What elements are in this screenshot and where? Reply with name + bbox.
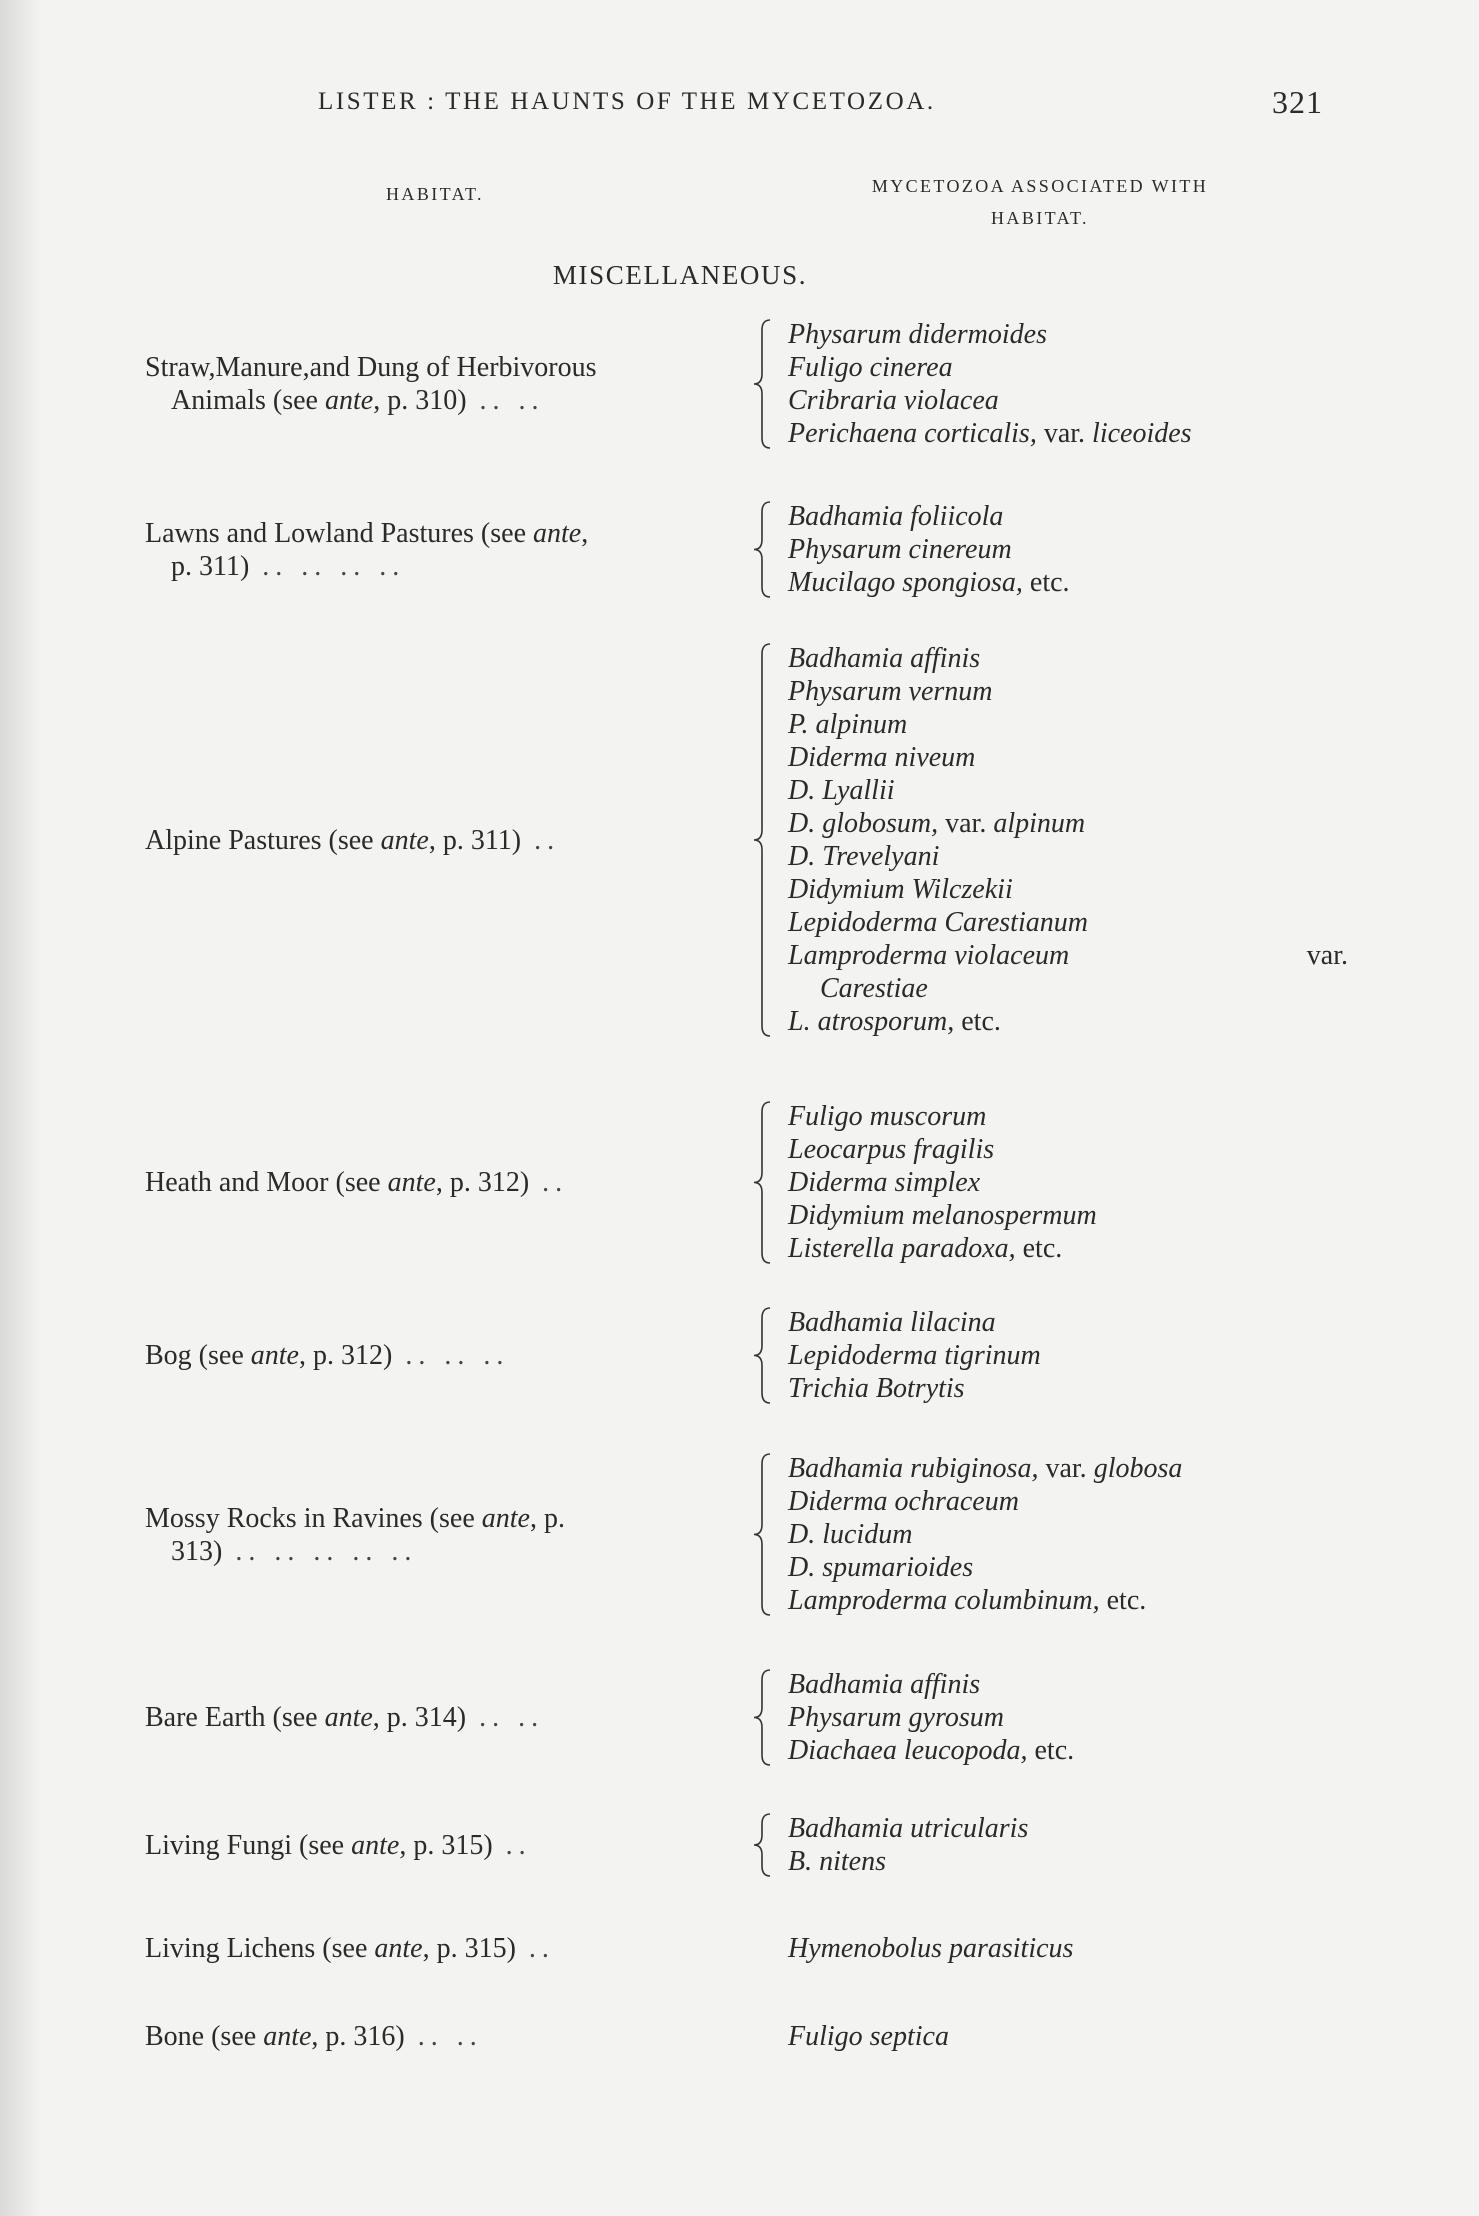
- etc-suffix: etc.: [1015, 1233, 1063, 1264]
- etc-suffix: etc.: [1099, 1585, 1147, 1616]
- species-binomial: B. nitens: [788, 1846, 886, 1877]
- species-binomial: Lepidoderma tigrinum: [788, 1340, 1041, 1371]
- species-name: [788, 1845, 1348, 1878]
- species-list: [788, 318, 1348, 450]
- variety-abbrev: var.: [1306, 940, 1348, 971]
- habitat-description: [145, 1166, 750, 1199]
- leader-dots: .. .. ..: [392, 1340, 510, 1371]
- habitat-description: [145, 1701, 750, 1734]
- species-binomial: Fuligo muscorum: [788, 1101, 987, 1132]
- species-binomial: Badhamia rubiginosa,: [788, 1453, 1039, 1484]
- species-binomial: Lamproderma columbinum,: [788, 1585, 1100, 1616]
- leader-dots: ..: [515, 1933, 555, 1964]
- habitat-ref-ante: ante: [481, 1502, 530, 1534]
- species-name: [788, 351, 1348, 384]
- species-binomial: D. lucidum: [788, 1519, 913, 1550]
- habitat-description: [145, 351, 750, 417]
- species-binomial: Diderma ochraceum: [788, 1486, 1019, 1517]
- species-binomial: Physarum cinereum: [788, 534, 1012, 565]
- species-binomial: P. alpinum: [788, 709, 908, 740]
- habitat-entry: [0, 1452, 1479, 1617]
- species-binomial: Badhamia affinis: [788, 1669, 981, 1700]
- species-binomial: Diachaea leucopoda,: [788, 1735, 1028, 1766]
- variety-abbrev: var.: [1036, 418, 1093, 449]
- habitat-line: Mossy Rocks in Ravines (see ante, p.: [145, 1502, 565, 1534]
- species-name: [788, 675, 1348, 708]
- species-name: [788, 1485, 1348, 1518]
- habitat-line: p. 311) .. .. .. ..: [171, 550, 406, 582]
- column-heading-habitat: HABITAT.: [386, 184, 484, 204]
- species-name: [788, 1812, 1348, 1845]
- habitat-ref-ante: ante: [324, 385, 374, 416]
- species-binomial: Physarum didermoides: [788, 319, 1047, 350]
- species-binomial: Badhamia foliicola: [788, 501, 1004, 532]
- habitat-ref-ante: ante: [263, 2021, 312, 2052]
- species-name: [788, 1133, 1348, 1166]
- species-binomial: Didymium melanospermum: [788, 1200, 1097, 1231]
- species-name: [788, 972, 1348, 1005]
- species-binomial: Fuligo septica: [788, 2021, 949, 2052]
- leader-dots: .. ..: [466, 1702, 545, 1733]
- species-name: [788, 566, 1348, 599]
- species-name: [788, 1199, 1348, 1232]
- species-binomial: D. globosum,: [788, 808, 939, 839]
- column-heading-mycetozoa: [760, 170, 1320, 234]
- habitat-ref-ante: ante: [533, 517, 582, 549]
- habitat-entry: [0, 1812, 1479, 1878]
- species-name: [788, 642, 1348, 675]
- etc-suffix: etc.: [1022, 567, 1070, 598]
- species-list: [788, 642, 1348, 1038]
- species-binomial: Perichaena corticalis,: [788, 418, 1037, 449]
- grouping-brace: [750, 318, 774, 450]
- habitat-entry: [0, 1100, 1479, 1265]
- species-binomial: Badhamia lilacina: [788, 1307, 996, 1338]
- species-name: [788, 906, 1348, 939]
- habitat-ref-ante: ante: [351, 1829, 400, 1861]
- species-binomial: Physarum vernum: [788, 676, 993, 707]
- species-binomial: Lepidoderma Carestianum: [788, 907, 1088, 938]
- habitat-ref-ante: ante: [250, 1340, 299, 1371]
- habitat-line: 313) .. .. .. .. ..: [171, 1535, 418, 1567]
- habitat-description: [145, 824, 750, 857]
- habitat-description: [145, 1829, 750, 1862]
- species-binomial: Badhamia affinis: [788, 643, 981, 674]
- species-name: [788, 1518, 1348, 1551]
- habitat-description: [145, 1339, 750, 1372]
- species-name: [788, 417, 1348, 450]
- species-list: [788, 1932, 1348, 1965]
- species-name: [788, 873, 1348, 906]
- species-name: [788, 1932, 1348, 1965]
- species-binomial: Trichia Botrytis: [788, 1373, 965, 1404]
- etc-suffix: etc.: [1027, 1735, 1075, 1766]
- species-binomial: D. spumarioides: [788, 1552, 974, 1583]
- column-heading-line: MYCETOZOA ASSOCIATED WITH: [871, 176, 1209, 196]
- habitat-ref-ante: ante: [380, 824, 429, 856]
- species-binomial: Hymenobolus parasiticus: [788, 1933, 1074, 1964]
- species-name: [788, 2020, 1348, 2053]
- grouping-brace: [750, 1668, 774, 1767]
- page-number: 321: [1272, 84, 1323, 120]
- etc-suffix: etc.: [954, 1006, 1001, 1037]
- species-name: [788, 708, 1348, 741]
- species-name: [788, 1452, 1348, 1485]
- species-binomial: Badhamia utricularis: [788, 1813, 1029, 1844]
- species-name: [788, 1232, 1348, 1265]
- grouping-brace: [750, 1452, 774, 1617]
- species-binomial: Fuligo cinerea: [788, 352, 953, 383]
- species-binomial: Mucilago spongiosa,: [788, 567, 1023, 598]
- habitat-line: Animals (see ante, p. 310) .. ..: [171, 385, 545, 416]
- species-binomial: L. atrosporum,: [788, 1006, 955, 1037]
- grouping-brace: [750, 500, 774, 599]
- running-title: LISTER : THE HAUNTS OF THE MYCETOZOA.: [318, 88, 936, 115]
- species-name: [788, 939, 1348, 972]
- grouping-brace: [750, 1812, 774, 1878]
- habitat-line: Bog (see ante, p. 312) .. .. ..: [145, 1340, 510, 1371]
- leader-dots: .. .. .. ..: [249, 550, 406, 582]
- leader-dots: ..: [492, 1829, 532, 1861]
- section-title: MISCELLANEOUS.: [552, 260, 808, 290]
- species-list: [788, 1452, 1348, 1617]
- variety-abbrev: var.: [1038, 1453, 1094, 1484]
- leader-dots: ..: [521, 824, 561, 856]
- species-binomial: Lamproderma violaceum: [788, 940, 1070, 971]
- species-list: [788, 1306, 1348, 1405]
- species-binomial: Listerella paradoxa,: [788, 1233, 1016, 1264]
- grouping-brace: [750, 1306, 774, 1405]
- species-name: [788, 1584, 1348, 1617]
- species-name: [788, 1005, 1348, 1038]
- species-name: [788, 1166, 1348, 1199]
- species-name: [788, 533, 1348, 566]
- habitat-line: Heath and Moor (see ante, p. 312) ..: [145, 1167, 569, 1198]
- habitat-entry: [0, 500, 1479, 599]
- variety-name: alpinum: [993, 808, 1086, 839]
- species-name: [788, 1551, 1348, 1584]
- habitat-line: Bone (see ante, p. 316) .. ..: [145, 2021, 483, 2052]
- species-list: [788, 2020, 1348, 2053]
- habitat-ref-ante: ante: [324, 1702, 373, 1733]
- species-name: [788, 1306, 1348, 1339]
- species-name: [788, 500, 1348, 533]
- species-name: [788, 1734, 1348, 1767]
- species-name: [788, 384, 1348, 417]
- habitat-description: [145, 1932, 750, 1965]
- species-binomial: D. Lyallii: [788, 775, 895, 806]
- species-list: [788, 1668, 1348, 1767]
- species-binomial: Carestiae: [820, 973, 928, 1004]
- habitat-ref-ante: ante: [387, 1167, 436, 1198]
- species-binomial: Physarum gyrosum: [788, 1702, 1004, 1733]
- species-list: [788, 1812, 1348, 1878]
- species-list: [788, 1100, 1348, 1265]
- column-heading-line: HABITAT.: [991, 208, 1089, 228]
- species-binomial: Diderma niveum: [788, 742, 976, 773]
- species-name: [788, 840, 1348, 873]
- habitat-line: Living Fungi (see ante, p. 315) ..: [145, 1829, 532, 1861]
- habitat-description: [145, 2020, 750, 2053]
- variety-name: globosa: [1093, 1453, 1183, 1484]
- habitat-entry: [0, 318, 1479, 450]
- species-name: [788, 1339, 1348, 1372]
- habitat-line: Straw,Manure,and Dung of Herbivorous: [145, 352, 597, 383]
- variety-abbrev: var.: [938, 808, 994, 839]
- species-binomial: Leocarpus fragilis: [788, 1134, 995, 1165]
- habitat-entry: [0, 1932, 1479, 1965]
- species-binomial: Didymium Wilczekii: [788, 874, 1013, 905]
- species-name: [788, 1668, 1348, 1701]
- grouping-brace: [750, 642, 774, 1038]
- habitat-description: [145, 1502, 750, 1568]
- species-name: [788, 774, 1348, 807]
- habitat-description: [145, 517, 750, 583]
- leader-dots: .. ..: [404, 2021, 483, 2052]
- species-binomial: Cribraria violacea: [788, 385, 999, 416]
- habitat-line: Bare Earth (see ante, p. 314) .. ..: [145, 1702, 545, 1733]
- leader-dots: ..: [529, 1167, 569, 1198]
- habitat-line: Living Lichens (see ante, p. 315) ..: [145, 1933, 555, 1964]
- species-name: [788, 1701, 1348, 1734]
- species-name: [788, 741, 1348, 774]
- species-binomial: D. Trevelyani: [788, 841, 940, 872]
- species-name: [788, 807, 1348, 840]
- habitat-entry: [0, 1668, 1479, 1767]
- habitat-line: Lawns and Lowland Pastures (see ante,: [145, 517, 589, 549]
- species-name: [788, 1372, 1348, 1405]
- species-name: [788, 318, 1348, 351]
- leader-dots: .. .. .. .. ..: [222, 1535, 418, 1567]
- habitat-line: Alpine Pastures (see ante, p. 311) ..: [145, 824, 561, 856]
- habitat-entry: [0, 1306, 1479, 1405]
- habitat-entry: [0, 642, 1479, 1038]
- grouping-brace: [750, 1100, 774, 1265]
- habitat-ref-ante: ante: [374, 1933, 423, 1964]
- species-list: [788, 500, 1348, 599]
- habitat-entry: [0, 2020, 1479, 2053]
- species-name: [788, 1100, 1348, 1133]
- leader-dots: .. ..: [466, 385, 545, 416]
- species-binomial: Diderma simplex: [788, 1167, 981, 1198]
- variety-name: liceoides: [1092, 418, 1192, 449]
- running-head: [318, 84, 1323, 128]
